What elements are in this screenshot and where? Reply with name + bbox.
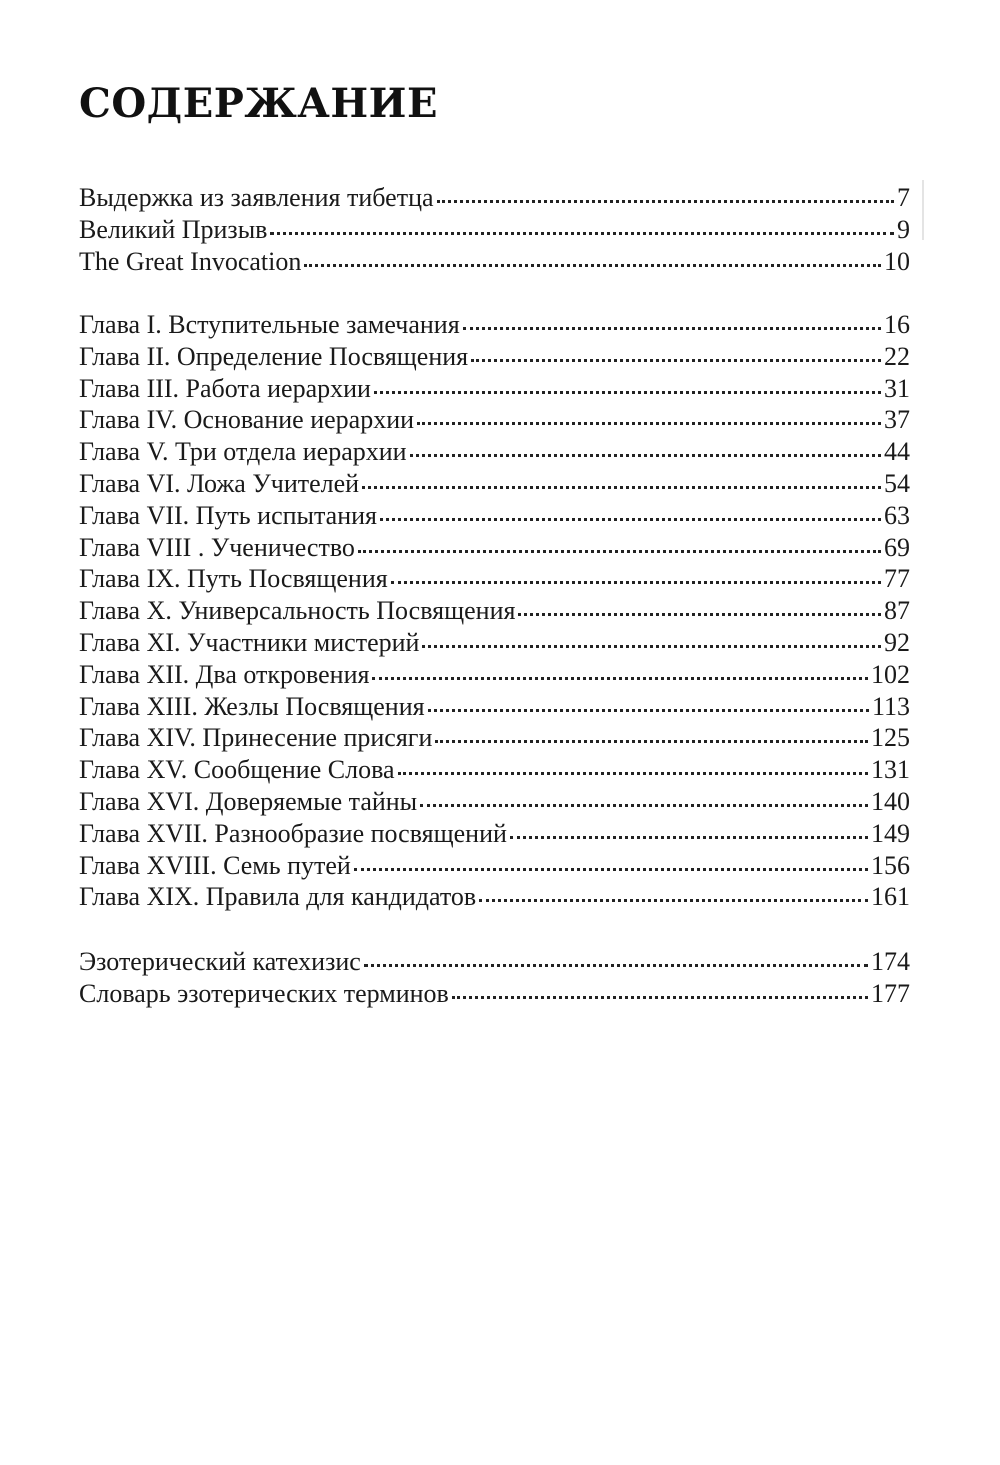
toc-entry-page-number: 161 [871, 882, 910, 912]
toc-dot-leader [374, 390, 881, 394]
toc-entry-label: Глава XIII. Жезлы Посвящения [79, 691, 425, 721]
toc-entry-label: Выдержка из заявления тибетца [79, 183, 434, 212]
toc-entry-label: Глава VI. Ложа Учителей [79, 468, 360, 498]
toc-dot-leader [417, 421, 881, 425]
toc-entry-page-number: 140 [871, 786, 910, 816]
toc-entry-label: Глава XII. Два откровения [79, 659, 370, 689]
toc-front-matter [79, 182, 910, 277]
toc-dot-leader [435, 739, 868, 743]
toc-entry-label: Эзотерический катехизис [79, 947, 361, 976]
toc-entry [79, 532, 910, 564]
toc-entry-page-number: 156 [871, 850, 910, 880]
toc-dot-leader [358, 549, 881, 553]
toc-entry [79, 404, 910, 436]
toc-dot-leader [510, 835, 868, 839]
toc-entry-page-number: 131 [871, 755, 910, 785]
toc-entry-page-number: 16 [884, 310, 910, 339]
toc-dot-leader [372, 676, 868, 680]
toc-entry-page-number: 44 [884, 437, 910, 467]
toc-entry-label: Глава VII. Путь испытания [79, 500, 377, 530]
toc-entry [79, 786, 910, 818]
toc-entry [79, 850, 910, 882]
toc-entry [79, 182, 910, 214]
toc-dot-leader [452, 995, 868, 999]
toc-entry [79, 214, 910, 246]
toc-dot-leader [437, 199, 894, 203]
toc-entry [79, 691, 910, 723]
toc-dot-leader [471, 358, 881, 362]
toc-entry [79, 881, 910, 913]
toc-entry-page-number: 102 [871, 659, 910, 689]
toc-entry-page-number: 69 [884, 532, 910, 562]
toc-entry [79, 246, 910, 278]
toc-entry-page-number: 31 [884, 373, 910, 403]
toc-entry-page-number: 87 [884, 596, 910, 626]
toc-dot-leader [380, 517, 881, 521]
toc-entry [79, 627, 910, 659]
toc-entry-page-number: 10 [884, 246, 910, 276]
toc-entry-page-number: 54 [884, 468, 910, 498]
page-title: СОДЕРЖАНИЕ [79, 80, 438, 127]
toc-entry-page-number: 113 [871, 691, 910, 721]
toc-dot-leader [270, 231, 894, 235]
toc-entry [79, 722, 910, 754]
toc-entry-label: Глава XIX. Правила для кандидатов [79, 882, 477, 912]
contents-page [79, 0, 910, 1465]
toc-entry-page-number: 7 [897, 183, 910, 212]
toc-entry [79, 978, 910, 1010]
toc-dot-leader [362, 485, 881, 489]
toc-dot-leader [428, 708, 869, 712]
toc-entry [79, 563, 910, 595]
toc-entry-label: Глава V. Три отдела иерархии [79, 437, 407, 467]
toc-dot-leader [391, 580, 881, 584]
toc-entry [79, 373, 910, 405]
toc-entry-page-number: 22 [884, 341, 910, 371]
toc-entry [79, 946, 910, 978]
toc-entry [79, 468, 910, 500]
toc-back-matter [79, 946, 910, 1010]
toc-entry-page-number: 177 [871, 978, 910, 1008]
toc-chapters [79, 309, 910, 913]
toc-entry-page-number: 92 [884, 627, 910, 657]
toc-entry-label: Глава XVIII. Семь путей [79, 850, 351, 880]
toc-dot-leader [398, 771, 868, 775]
toc-entry-label: Глава XV. Сообщение Слова [79, 755, 395, 785]
toc-dot-leader [410, 453, 881, 457]
toc-entry-page-number: 149 [871, 818, 910, 848]
toc-entry-label: Глава XI. Участники мистерий [79, 627, 420, 657]
toc-entry [79, 500, 910, 532]
toc-entry-label: Глава II. Определение Посвящения [79, 341, 469, 371]
toc-entry-page-number: 77 [884, 564, 910, 594]
toc-entry-page-number: 174 [871, 947, 910, 976]
toc-entry-label: Глава X. Универсальность Посвящения [79, 596, 516, 626]
toc-entry [79, 436, 910, 468]
toc-dot-leader [354, 867, 868, 871]
toc-entry-label: Глава IV. Основание иерархии [79, 405, 415, 435]
toc-entry-label: Глава I. Вступительные замечания [79, 310, 460, 339]
scan-edge-mark [922, 180, 924, 240]
toc-entry-label: The Great Invocation [79, 246, 302, 276]
toc-entry-page-number: 63 [884, 500, 910, 530]
toc-dot-leader [422, 644, 881, 648]
toc-entry [79, 595, 910, 627]
toc-dot-leader [420, 803, 868, 807]
toc-entry-label: Глава III. Работа иерархии [79, 373, 371, 403]
toc-entry-label: Словарь эзотерических терминов [79, 978, 449, 1008]
toc-entry-label: Глава XVII. Разнообразие посвящений [79, 818, 507, 848]
toc-dot-leader [463, 326, 881, 330]
toc-dot-leader [479, 898, 868, 902]
toc-entry-page-number: 9 [897, 214, 910, 244]
toc-entry-label: Глава XVI. Доверяемые тайны [79, 786, 418, 816]
toc-dot-leader [518, 612, 881, 616]
toc-dot-leader [304, 263, 881, 267]
toc-entry [79, 341, 910, 373]
toc-entry-label: Глава VIII . Ученичество [79, 532, 355, 562]
toc-entry-label: Великий Призыв [79, 214, 268, 244]
toc-entry [79, 818, 910, 850]
toc-dot-leader [364, 963, 868, 967]
toc-entry [79, 659, 910, 691]
toc-entry-label: Глава IX. Путь Посвящения [79, 564, 388, 594]
toc-entry [79, 309, 910, 341]
toc-entry-page-number: 37 [884, 405, 910, 435]
toc-entry-label: Глава XIV. Принесение присяги [79, 723, 433, 753]
toc-entry-page-number: 125 [871, 723, 910, 753]
toc-entry [79, 754, 910, 786]
